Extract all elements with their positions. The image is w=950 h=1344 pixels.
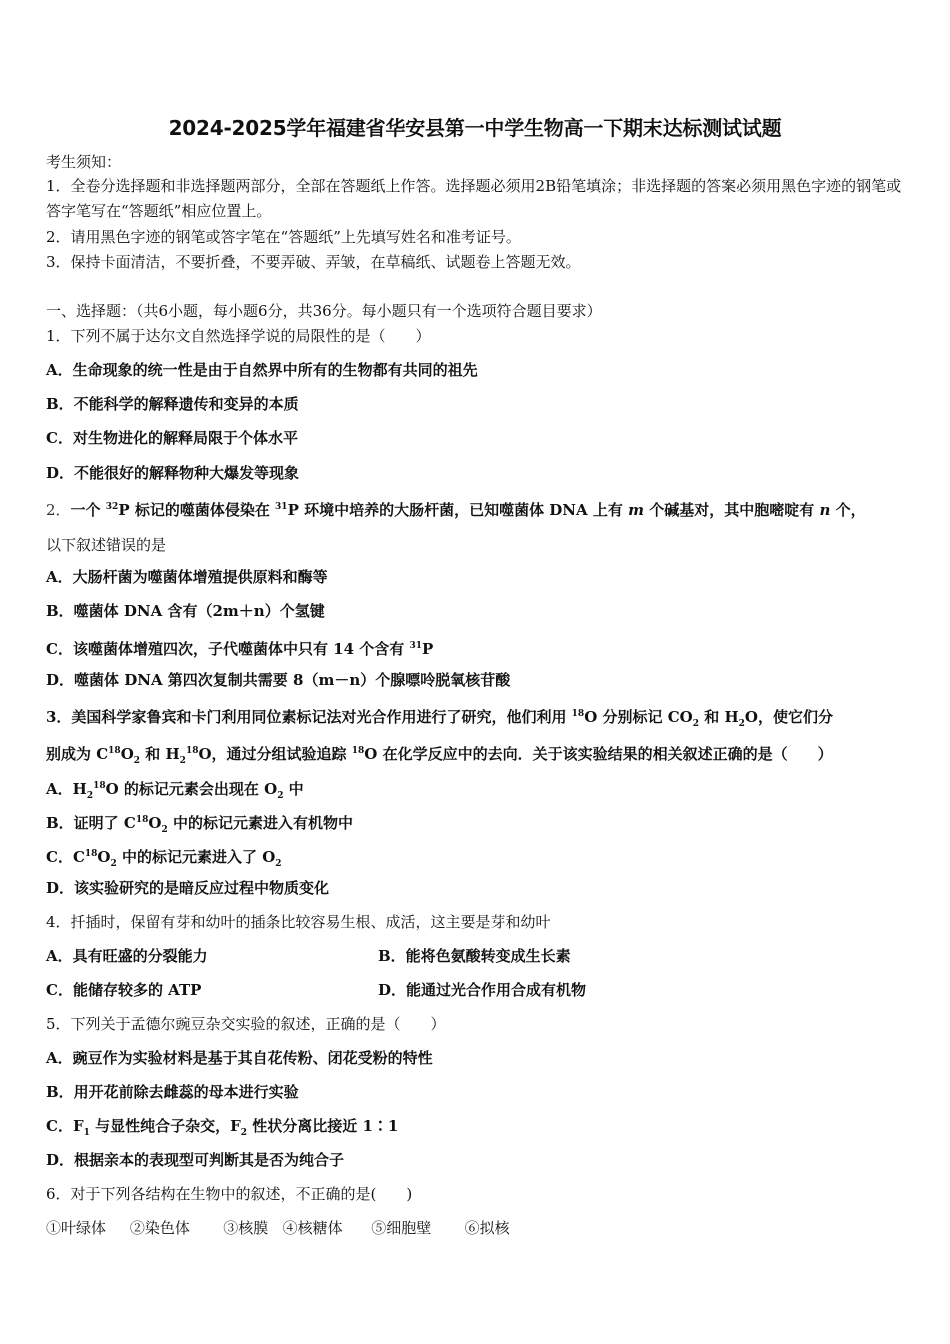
question-3-stem-line2 — [46, 741, 833, 771]
list-item: ⑤细胞壁 — [371, 1219, 432, 1237]
text: O — [97, 848, 111, 866]
q1-option-c: C．对生物进化的解释局限于个体水平 — [46, 429, 298, 447]
text: 个， — [830, 501, 866, 519]
page-title: 2024-2025学年福建省华安县第一中学生物高一下期末达标测试试题 — [168, 116, 782, 140]
text: A．H — [46, 780, 87, 798]
variable-m: m — [628, 501, 644, 519]
q5-option-b: B．用开花前除去雌蕊的母本进行实验 — [46, 1083, 299, 1101]
q1-option-d: D．不能很好的解释物种大爆发等现象 — [46, 464, 300, 482]
subscript: 2 — [277, 791, 284, 801]
notice-item-3: 3．保持卡面清洁，不要折叠，不要弄破、弄皱，在草稿纸、试题卷上答题无效。 — [46, 253, 581, 271]
q5-option-d: D．根据亲本的表现型可判断其是否为纯合子 — [46, 1151, 345, 1169]
text: 别成为 C — [46, 745, 109, 763]
text: B．证明了 C — [46, 814, 136, 832]
q1-option-b: B．不能科学的解释遗传和变异的本质 — [46, 395, 299, 413]
question-2-stem — [46, 497, 866, 520]
text: O 的标记元素会出现在 O — [105, 780, 278, 798]
section-heading: 一、选择题：（共6小题，每小题6分，共36分。每小题只有一个选项符合题目要求） — [46, 302, 602, 320]
superscript: 18 — [351, 746, 365, 756]
question-3-stem — [46, 704, 833, 734]
subscript: 2 — [275, 859, 282, 869]
question-6-stem: 6．对于下列各结构在生物中的叙述，不正确的是( ) — [46, 1185, 413, 1203]
list-item: ①叶绿体 — [46, 1219, 107, 1237]
superscript: 18 — [571, 709, 585, 719]
text: 和 H — [140, 745, 180, 763]
list-item: ③核膜 — [223, 1219, 269, 1237]
subscript: 2 — [240, 1128, 247, 1138]
text: O 在化学反应中的去向．关于该实验结果的相关叙述正确的是（ ） — [364, 745, 833, 763]
text: O，使它们分 — [744, 708, 833, 726]
variable-n: n — [819, 501, 831, 519]
superscript: 31 — [409, 641, 423, 651]
q6-structure-list — [46, 1218, 510, 1238]
text: 中 — [283, 780, 304, 798]
text: 个碱基对，其中胞嘧啶有 — [643, 501, 820, 519]
subscript: 2 — [738, 719, 745, 729]
q2-option-a: A．大肠杆菌为噬菌体增殖提供原料和酶等 — [46, 568, 328, 586]
q4-option-d: D．能通过光合作用合成有机物 — [378, 981, 587, 999]
subscript: 2 — [179, 756, 186, 766]
subscript: 2 — [110, 859, 117, 869]
subscript: 2 — [692, 719, 699, 729]
text: O 分别标记 CO — [584, 708, 693, 726]
text: P 标记的噬菌体侵染在 — [118, 501, 276, 519]
q4-option-b: B．能将色氨酸转变成生长素 — [378, 947, 571, 965]
notice-item-1: 1．全卷分选择题和非选择题两部分，全部在答题纸上作答。选择题必须用2B铅笔填涂；非选择题的答案必须用黑色字迹的钢笔或答字笔写在“答题纸”相应位置上。 — [46, 177, 902, 220]
superscript: 18 — [135, 815, 149, 825]
list-item: ②染色体 — [129, 1219, 190, 1237]
subscript: 2 — [86, 791, 94, 801]
superscript: 18 — [93, 781, 106, 791]
q3-option-d: D．该实验研究的是暗反应过程中物质变化 — [46, 879, 330, 897]
notice-heading: 考生须知： — [46, 153, 122, 171]
notice-item-2: 2．请用黑色字迹的钢笔或答字笔在“答题纸”上先填写姓名和准考证号。 — [46, 228, 521, 246]
question-2-stem-line2: 以下叙述错误的是 — [46, 536, 167, 554]
superscript: 32 — [105, 502, 119, 512]
text: 与显性纯合子杂交，F — [89, 1117, 241, 1135]
q2-option-b: B．噬菌体 DNA 含有（2m＋n）个氢键 — [46, 602, 325, 620]
text: 性状分离比接近 1∶1 — [247, 1117, 399, 1135]
superscript: 18 — [84, 849, 98, 859]
superscript: 18 — [185, 746, 199, 756]
list-item: ④核糖体 — [282, 1219, 343, 1237]
superscript: 31 — [275, 502, 288, 512]
text: 一个 — [70, 501, 106, 519]
q3-option-b — [46, 810, 353, 840]
q4-option-a: A．具有旺盛的分裂能力 — [46, 947, 208, 965]
question-5-stem: 5．下列关于孟德尔豌豆杂交实验的叙述，正确的是（ ） — [46, 1015, 446, 1033]
text: P — [422, 640, 434, 658]
text: O — [148, 814, 162, 832]
question-4-stem: 4．扦插时，保留有芽和幼叶的插条比较容易生根、成活，这主要是芽和幼叶 — [46, 913, 551, 931]
text: 3．美国科学家鲁宾和卡门利用同位素标记法对光合作用进行了研究，他们利用 — [46, 708, 572, 726]
text: C．F — [46, 1117, 84, 1135]
question-1-stem: 1．下列不属于达尔文自然选择学说的局限性的是（ ） — [46, 327, 431, 345]
text: C．该噬菌体增殖四次，子代噬菌体中只有 14 个含有 — [46, 640, 410, 658]
subscript: 1 — [83, 1128, 90, 1138]
text: C．C — [46, 848, 85, 866]
list-item: ⑥拟核 — [464, 1219, 510, 1237]
text: 和 H — [699, 708, 739, 726]
superscript: 18 — [108, 746, 121, 756]
question-number: 2． — [46, 501, 71, 519]
q3-option-c — [46, 844, 282, 874]
q1-option-a: A．生命现象的统一性是由于自然界中所有的生物都有共同的祖先 — [46, 361, 478, 379]
q4-option-c: C．能储存较多的 ATP — [46, 981, 202, 999]
q5-option-a: A．豌豆作为实验材料是基于其自花传粉、闭花受粉的特性 — [46, 1049, 433, 1067]
subscript: 2 — [133, 756, 141, 766]
text: 中的标记元素进入有机物中 — [167, 814, 353, 832]
text: P 环境中培养的大肠杆菌，已知噬菌体 DNA 上有 — [287, 501, 629, 519]
q2-option-c — [46, 636, 433, 659]
subscript: 2 — [161, 825, 168, 835]
q5-option-c — [46, 1116, 398, 1143]
text: 中的标记元素进入了 O — [116, 848, 276, 866]
text: O，通过分组试验追踪 — [198, 745, 352, 763]
q2-option-d: D．噬菌体 DNA 第四次复制共需要 8（m－n）个腺嘌呤脱氧核苷酸 — [46, 671, 511, 689]
q3-option-a — [46, 776, 304, 806]
text: O — [120, 745, 134, 763]
